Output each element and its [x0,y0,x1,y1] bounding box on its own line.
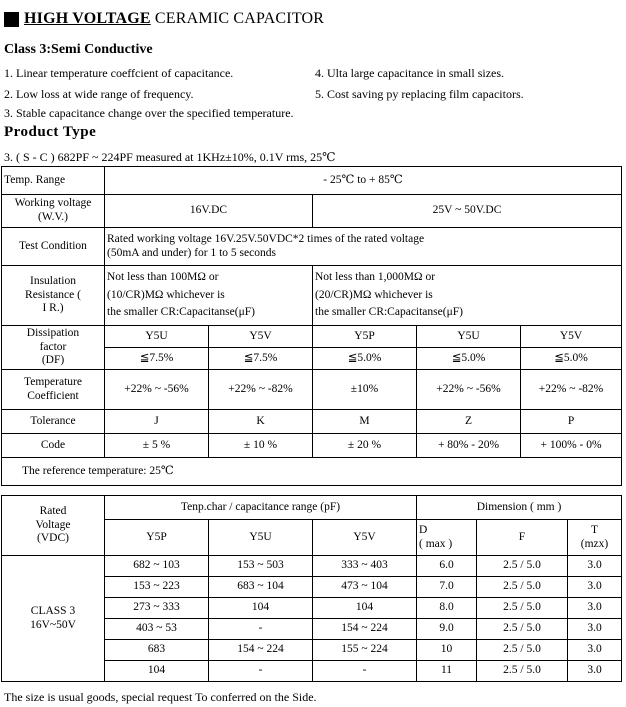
table-cell: - [313,661,417,682]
table-cell: 3.0 [568,556,622,577]
reference-temperature: The reference temperature: 25℃ [2,458,622,486]
feature-4: 4. Ulta large capacitance in small sizes. [315,66,505,80]
tc-value-3: ±10% [313,370,417,410]
rated-voltage-label: Rated Voltage (VDC) [2,496,105,556]
table-cell: 154 ~ 224 [209,640,313,661]
df-value-5: ≦5.0% [521,348,622,370]
table-cell: 155 ~ 224 [313,640,417,661]
code-value-3: ± 20 % [313,434,417,458]
capacitance-table [1,495,622,682]
temperature-coefficient-label: Temperature Coefficient [2,370,105,410]
tc-value-5: +22% ~ -82% [521,370,622,410]
code-value-2: ± 10 % [209,434,313,458]
page-header [4,8,324,30]
measure-condition: 3. ( S - C ) 682PF ~ 224PF measured at 1KHz±10%, 0.1V rms, 25℃ [4,150,336,164]
table-cell: 2.5 / 5.0 [477,640,568,661]
df-header-y5v-2: Y5V [521,326,622,348]
table-cell: 3.0 [568,598,622,619]
table-cell: 104 [209,598,313,619]
table-cell: 9.0 [417,619,477,640]
tc-value-4: +22% ~ -56% [417,370,521,410]
table-cell: - [209,619,313,640]
table-cell: 10 [417,640,477,661]
dim-header-d: D ( max ) [417,520,477,556]
test-condition-label: Test Condition [2,228,105,266]
table-cell: 11 [417,661,477,682]
tc-value-1: +22% ~ -56% [105,370,209,410]
spec-table [1,166,622,486]
square-bullet-icon [4,12,19,27]
page-title [24,10,324,28]
tolerance-label: Tolerance [2,410,105,434]
table-cell: 153 ~ 223 [105,577,209,598]
df-value-4: ≦5.0% [417,348,521,370]
table-cell: 683 [105,640,209,661]
tolerance-j: J [105,410,209,434]
feature-3: 3. Stable capacitance change over the specified temperature. [4,106,294,120]
tc-value-2: +22% ~ -82% [209,370,313,410]
df-value-1: ≦7.5% [105,348,209,370]
table-cell: 2.5 / 5.0 [477,661,568,682]
page-title-underlined: HIGH VOLTAGE [24,10,151,27]
code-label: Code [2,434,105,458]
df-header-y5u: Y5U [105,326,209,348]
working-voltage-25-50v: 25V ~ 50V.DC [313,195,622,228]
temp-range-label: Temp. Range [2,167,105,195]
insulation-resistance-25-50v: Not less than 1,000MΩ or (20/CR)MΩ whichever is the smaller CR:Capacitanse(μF) [313,266,622,326]
product-type-title: Product Type [4,124,97,140]
class-subtitle: Class 3:Semi Conductive [4,42,153,57]
table-cell: 273 ~ 333 [105,598,209,619]
page-title-rest: CERAMIC CAPACITOR [150,10,325,27]
tolerance-p: P [521,410,622,434]
feature-2: 2. Low loss at wide range of frequency. [4,87,194,101]
test-condition-value: Rated working voltage 16V.25V.50VDC*2 times of the rated voltage (50mA and under) for 1 to 5 seconds [105,228,622,266]
feature-1: 1. Linear temperature coeffcient of capacitance. [4,66,234,80]
code-value-5: + 100% - 0% [521,434,622,458]
df-header-y5u-2: Y5U [417,326,521,348]
code-value-4: + 80% - 20% [417,434,521,458]
table-cell: 104 [105,661,209,682]
table-cell: 3.0 [568,640,622,661]
insulation-resistance-label: Insulation Resistance ( I R.) [2,266,105,326]
table-cell: 3.0 [568,661,622,682]
tolerance-m: M [313,410,417,434]
tolerance-z: Z [417,410,521,434]
table-cell: 153 ~ 503 [209,556,313,577]
col-header-y5u: Y5U [209,520,313,556]
col-header-y5v: Y5V [313,520,417,556]
table-cell: 3.0 [568,577,622,598]
table-cell: 3.0 [568,619,622,640]
table-cell: 2.5 / 5.0 [477,556,568,577]
df-header-y5v: Y5V [209,326,313,348]
dimension-header: Dimension ( mm ) [417,496,622,520]
table-cell: - [209,661,313,682]
table-cell: 473 ~ 104 [313,577,417,598]
working-voltage-16v: 16V.DC [105,195,313,228]
table-cell: 6.0 [417,556,477,577]
tolerance-k: K [209,410,313,434]
footer-note: The size is usual goods, special request To conferred on the Side. [4,690,317,704]
col-header-y5p: Y5P [105,520,209,556]
temp-range-value: - 25℃ to + 85℃ [105,167,622,195]
working-voltage-label: Working voltage (W.V.) [2,195,105,228]
table-cell: 154 ~ 224 [313,619,417,640]
table-cell: 7.0 [417,577,477,598]
dissipation-factor-label: Dissipation factor (DF) [2,326,105,370]
df-header-y5p: Y5P [313,326,417,348]
insulation-resistance-16v: Not less than 100MΩ or (10/CR)MΩ whichever is the smaller CR:Capacitanse(μF) [105,266,313,326]
table-cell: 2.5 / 5.0 [477,577,568,598]
dim-header-f: F [477,520,568,556]
code-value-1: ± 5 % [105,434,209,458]
table-cell: 2.5 / 5.0 [477,598,568,619]
table-cell: 104 [313,598,417,619]
feature-5: 5. Cost saving py replacing film capacitors. [315,87,524,101]
dim-header-t: T (mzx) [568,520,622,556]
temp-char-header: Tenp.char / capacitance range (pF) [105,496,417,520]
table-cell: 2.5 / 5.0 [477,619,568,640]
table-cell: 682 ~ 103 [105,556,209,577]
class-label: CLASS 3 16V~50V [2,556,105,682]
table-cell: 333 ~ 403 [313,556,417,577]
table-cell: 8.0 [417,598,477,619]
df-value-3: ≦5.0% [313,348,417,370]
df-value-2: ≦7.5% [209,348,313,370]
table-cell: 683 ~ 104 [209,577,313,598]
table-cell: 403 ~ 53 [105,619,209,640]
